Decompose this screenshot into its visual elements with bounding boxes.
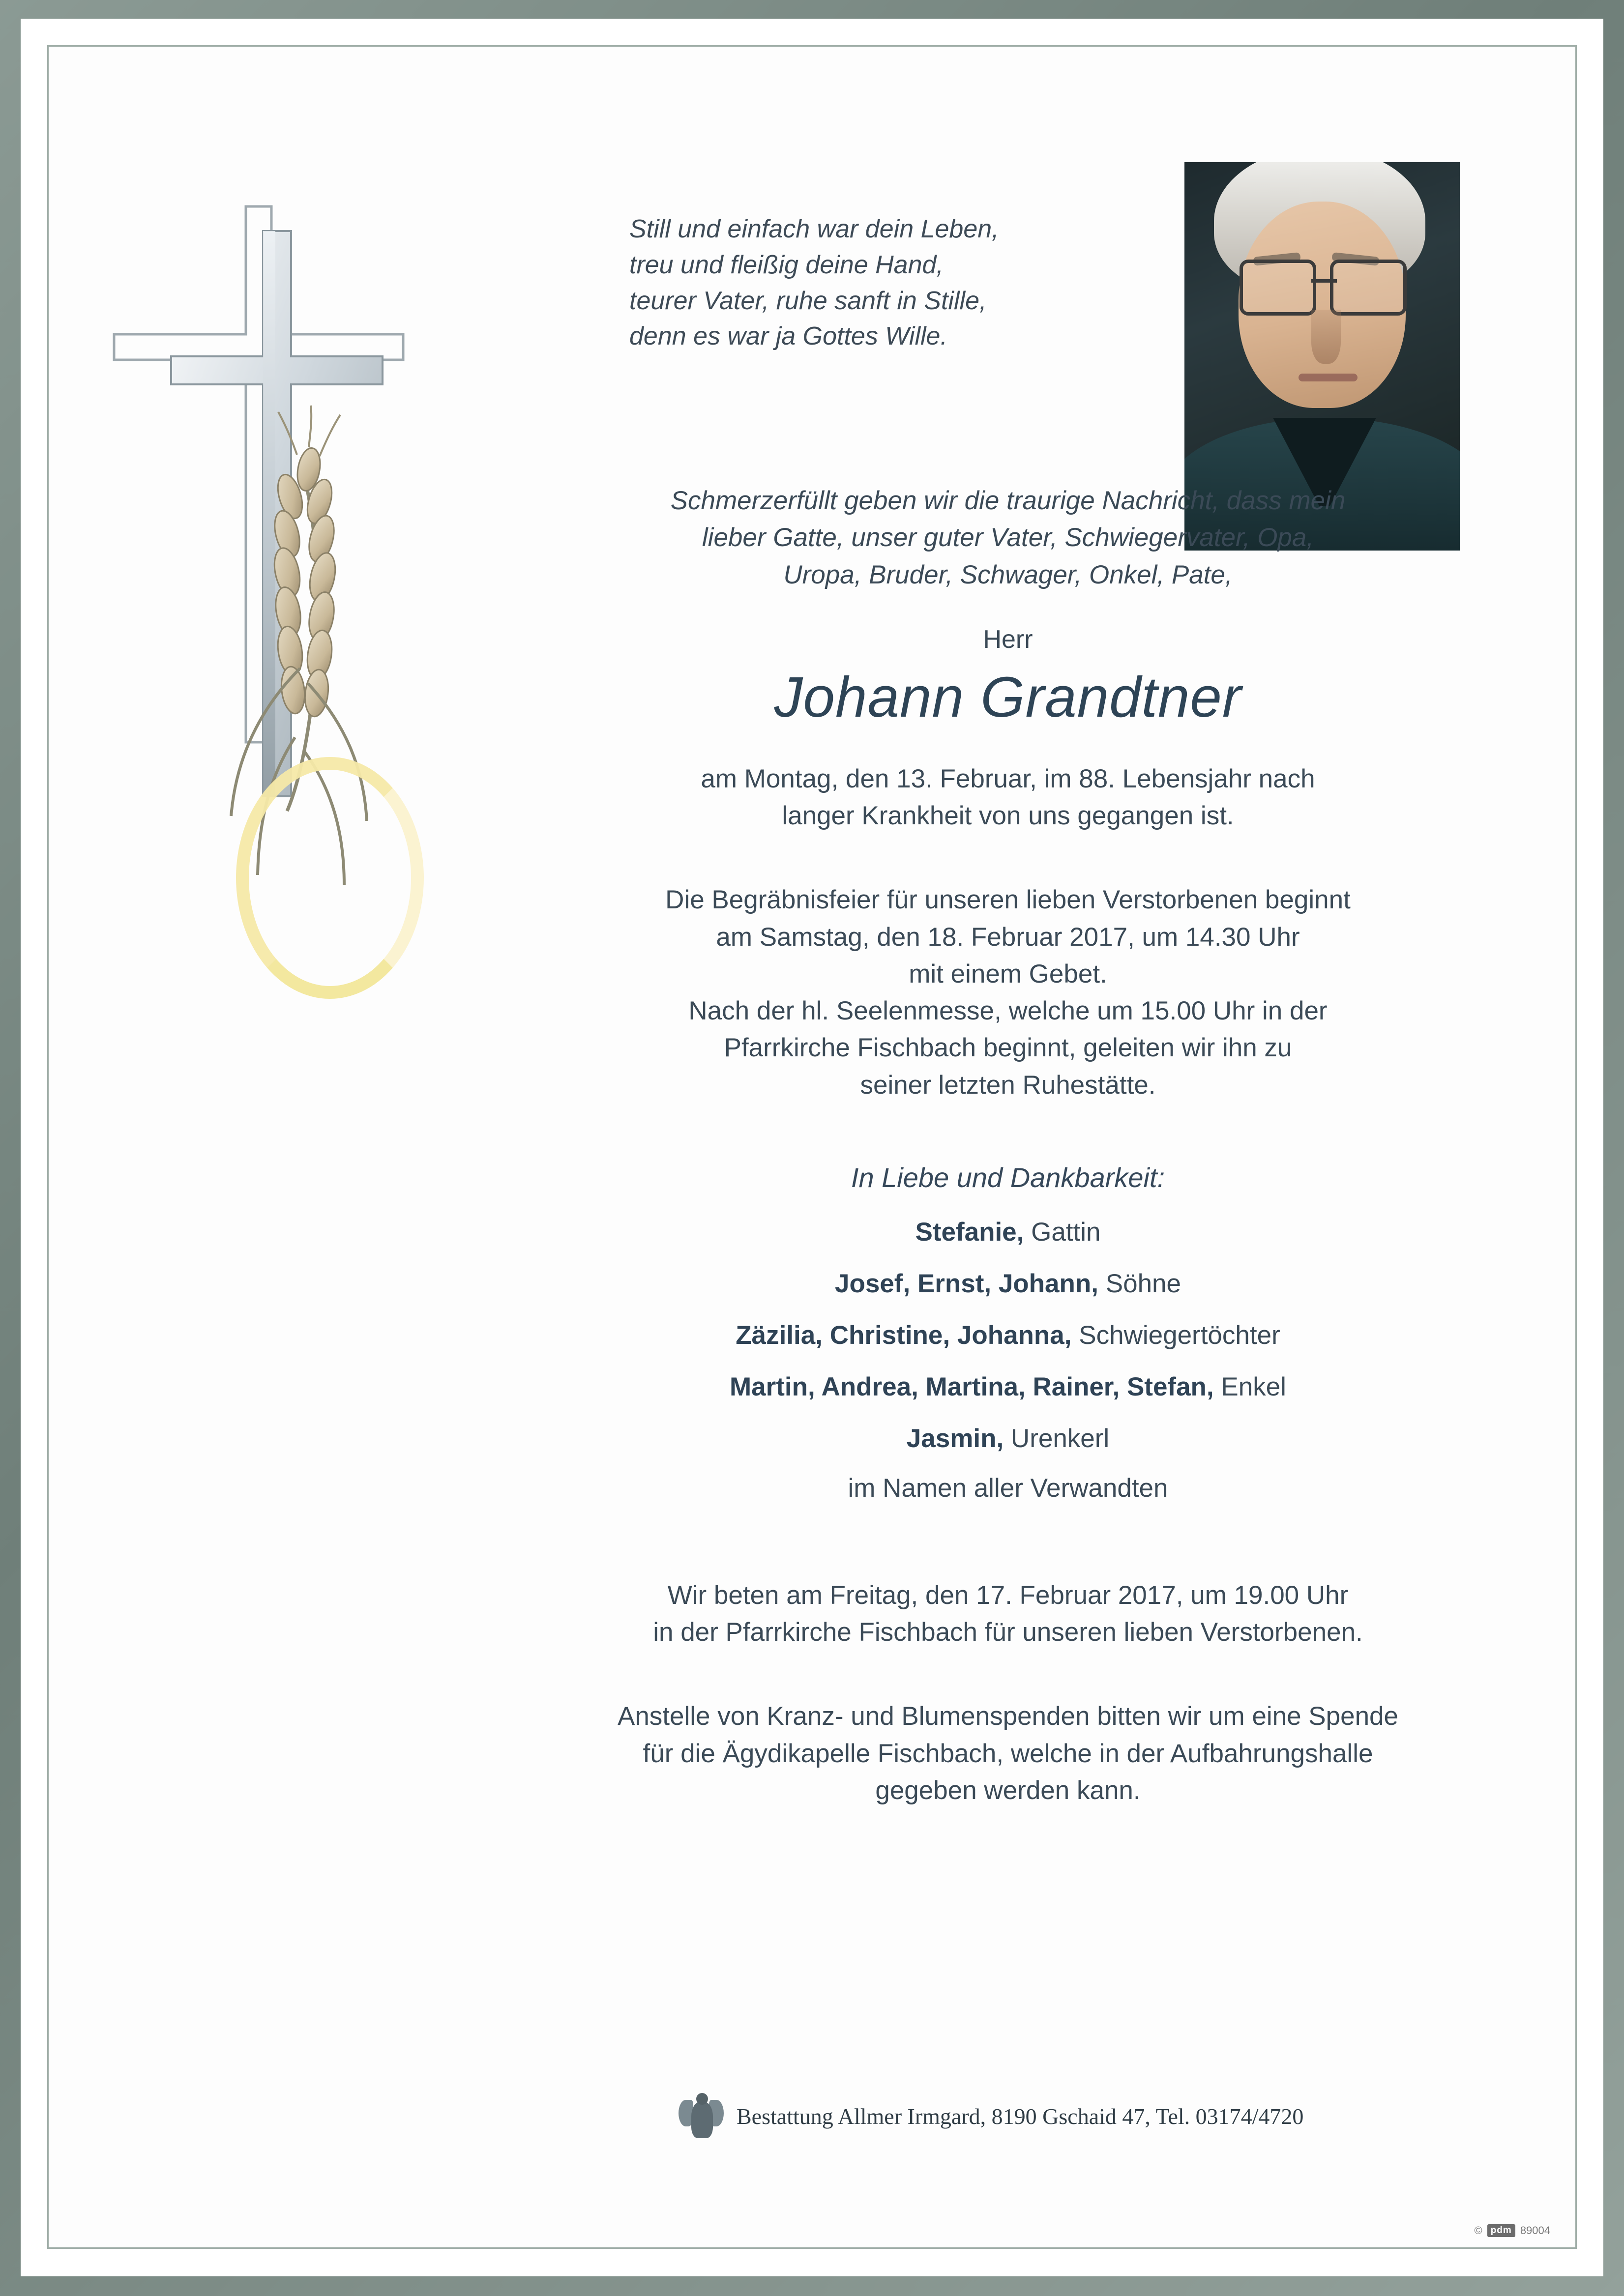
family-note: im Namen aller Verwandten: [848, 1473, 1168, 1503]
announcement-line-3: Uropa, Bruder, Schwager, Onkel, Pate,: [783, 560, 1233, 589]
announcement-line-1: Schmerzerfüllt geben wir die traurige Nachricht, dass mein: [670, 486, 1346, 516]
salutation: Herr: [983, 625, 1033, 654]
memorial-verse: [629, 211, 1465, 354]
family-names: Josef, Ernst, Johann,: [835, 1269, 1099, 1298]
funeral-info-line-5: Pfarrkirche Fischbach beginnt, geleiten wir ihn zu: [724, 1033, 1292, 1063]
verse-line-1: Still und einfach war dein Leben,: [629, 215, 999, 243]
funeral-info-line-4: Nach der hl. Seelenmesse, welche um 15.00 Uhr in der: [688, 996, 1328, 1026]
announcement-line-2: lieber Gatte, unser guter Vater, Schwiegervater, Opa,: [702, 523, 1314, 552]
copyright-mark: ©: [1474, 2224, 1482, 2237]
funeral-info-line-2: am Samstag, den 18. Februar 2017, um 14.30 Uhr: [716, 922, 1300, 952]
deceased-name: Johann Grandtner: [774, 665, 1242, 729]
imprint: [1474, 2224, 1550, 2237]
list-item: [551, 1219, 1465, 1245]
thanks-title: In Liebe und Dankbarkeit:: [851, 1162, 1165, 1193]
family-names: Martin, Andrea, Martina, Rainer, Stefan,: [730, 1372, 1214, 1401]
list-item: [551, 1271, 1465, 1297]
family-relation: Enkel: [1213, 1372, 1286, 1401]
prayer-info-line-1: Wir beten am Freitag, den 17. Februar 2017, um 19.00 Uhr: [667, 1580, 1349, 1610]
donation-info-line-3: gegeben werden kann.: [875, 1775, 1141, 1805]
funeral-info-line-1: Die Begräbnisfeier für unseren lieben Verstorbenen beginnt: [665, 885, 1351, 915]
family-names: Stefanie,: [915, 1217, 1024, 1247]
funeral-info: [551, 881, 1465, 1104]
list-item: [551, 1425, 1465, 1452]
prayer-info-line-2: in der Pfarrkirche Fischbach für unseren lieben Verstorbenen.: [653, 1618, 1363, 1647]
angel-icon: [679, 2089, 724, 2143]
announcement-paragraph: [551, 482, 1465, 593]
list-item: [551, 1322, 1465, 1348]
verse-line-3: teurer Vater, ruhe sanft in Stille,: [629, 286, 987, 315]
family-relation: Gattin: [1024, 1217, 1101, 1247]
imprint-code: 89004: [1520, 2224, 1550, 2237]
halo-icon: [236, 757, 424, 999]
family-names: Zäzilia, Christine, Johanna,: [736, 1320, 1072, 1350]
death-info-line-2: langer Krankheit von uns gegangen ist.: [782, 801, 1234, 831]
undertaker-text: Bestattung Allmer Irmgard, 8190 Gschaid 47, Tel. 03174/4720: [737, 2103, 1304, 2129]
death-info-line-1: am Montag, den 13. Februar, im 88. Lebensjahr nach: [701, 764, 1315, 793]
donation-info-line-1: Anstelle von Kranz- und Blumenspenden bitten wir um eine Spende: [617, 1702, 1399, 1731]
undertaker-footer: [679, 2089, 1303, 2143]
family-names: Jasmin,: [906, 1424, 1004, 1453]
death-info: [551, 760, 1465, 835]
cross-wheat-illustration: [89, 187, 531, 1047]
donation-info-line-2: für die Ägydikapelle Fischbach, welche in der Aufbahrungshalle: [643, 1739, 1373, 1768]
verse-line-2: treu und fleißig deine Hand,: [629, 250, 944, 279]
funeral-info-line-3: mit einem Gebet.: [909, 959, 1107, 988]
prayer-info: [551, 1577, 1465, 1651]
funeral-info-line-6: seiner letzten Ruhestätte.: [860, 1070, 1156, 1100]
donation-info: [551, 1698, 1465, 1809]
family-relation: Söhne: [1098, 1269, 1181, 1298]
family-relation: Urenkerl: [1004, 1424, 1110, 1453]
verse-line-4: denn es war ja Gottes Wille.: [629, 322, 947, 351]
family-relation: Schwiegertöchter: [1071, 1320, 1280, 1350]
printer-badge: pdm: [1487, 2224, 1515, 2237]
obituary-text-block: [551, 211, 1465, 1809]
family-list: [551, 1219, 1465, 1503]
list-item: [551, 1374, 1465, 1400]
